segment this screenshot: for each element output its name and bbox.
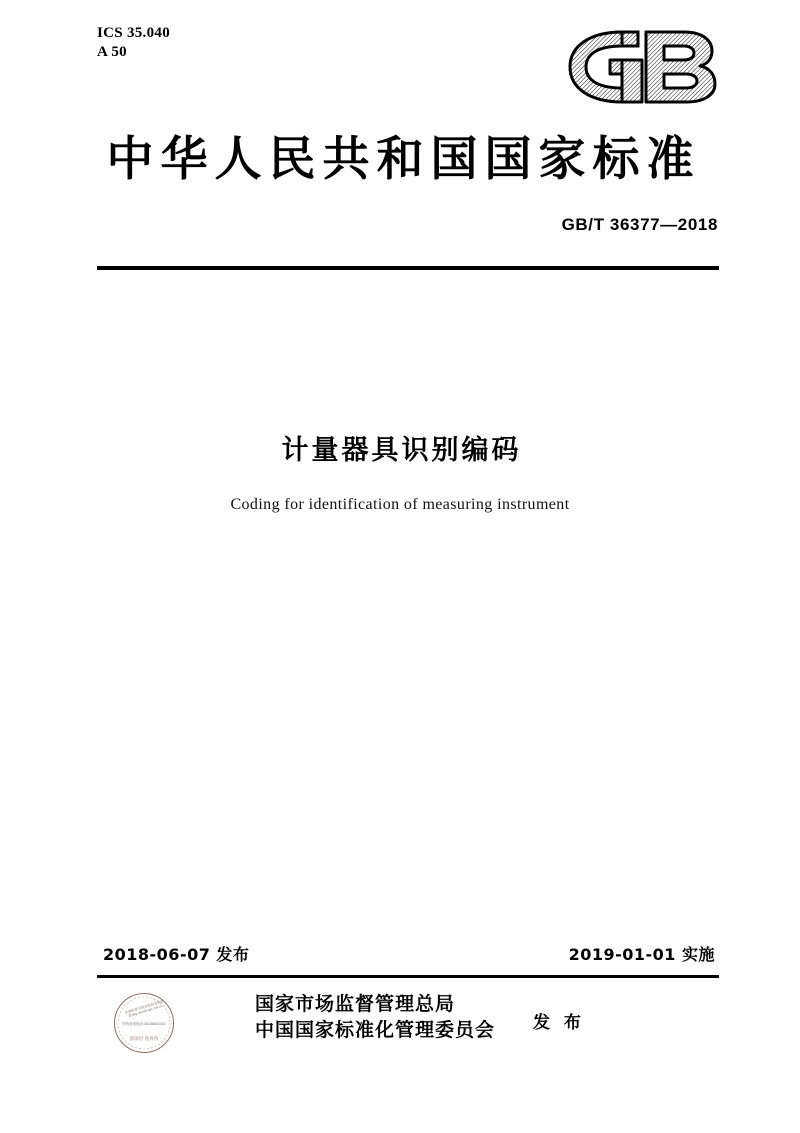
standard-number: GB/T 36377—2018 [561,215,718,234]
footer-divider [97,975,719,978]
seal-line-2: 防伪查询电话:010-68522315 [122,1022,166,1026]
ccs-code: A 50 [97,43,127,60]
document-title-chinese: 计量器具识别编码 [281,435,522,466]
issuing-authority [255,992,495,1043]
publish-label: 发 布 [533,1013,585,1033]
ics-code: ICS 35.040 [97,25,171,41]
gb-logo-icon [560,26,720,108]
issuer-line-1: 国家市场监督管理总局 [255,993,456,1015]
anti-counterfeit-seal-icon [113,992,175,1054]
seal-line-1: 中国标准出版社防伪查询网址http://www.spc.net.cn [124,999,165,1019]
effective-date: 2019-01-01 实施 [568,945,715,964]
issuer-line-2: 中国国家标准化管理委员会 [255,1018,496,1041]
header-divider [97,266,719,270]
issue-date: 2018-06-07 发布 [103,945,250,964]
date-row [97,942,719,964]
seal-text [113,992,175,1054]
ics-classification-block [97,24,170,62]
seal-line-3: 刮涂层 查真伪 [129,1036,159,1041]
national-standard-title: 中华人民共和国国家标准 [106,132,701,187]
document-title-english: Coding for identification of measuring instrument [230,496,570,513]
